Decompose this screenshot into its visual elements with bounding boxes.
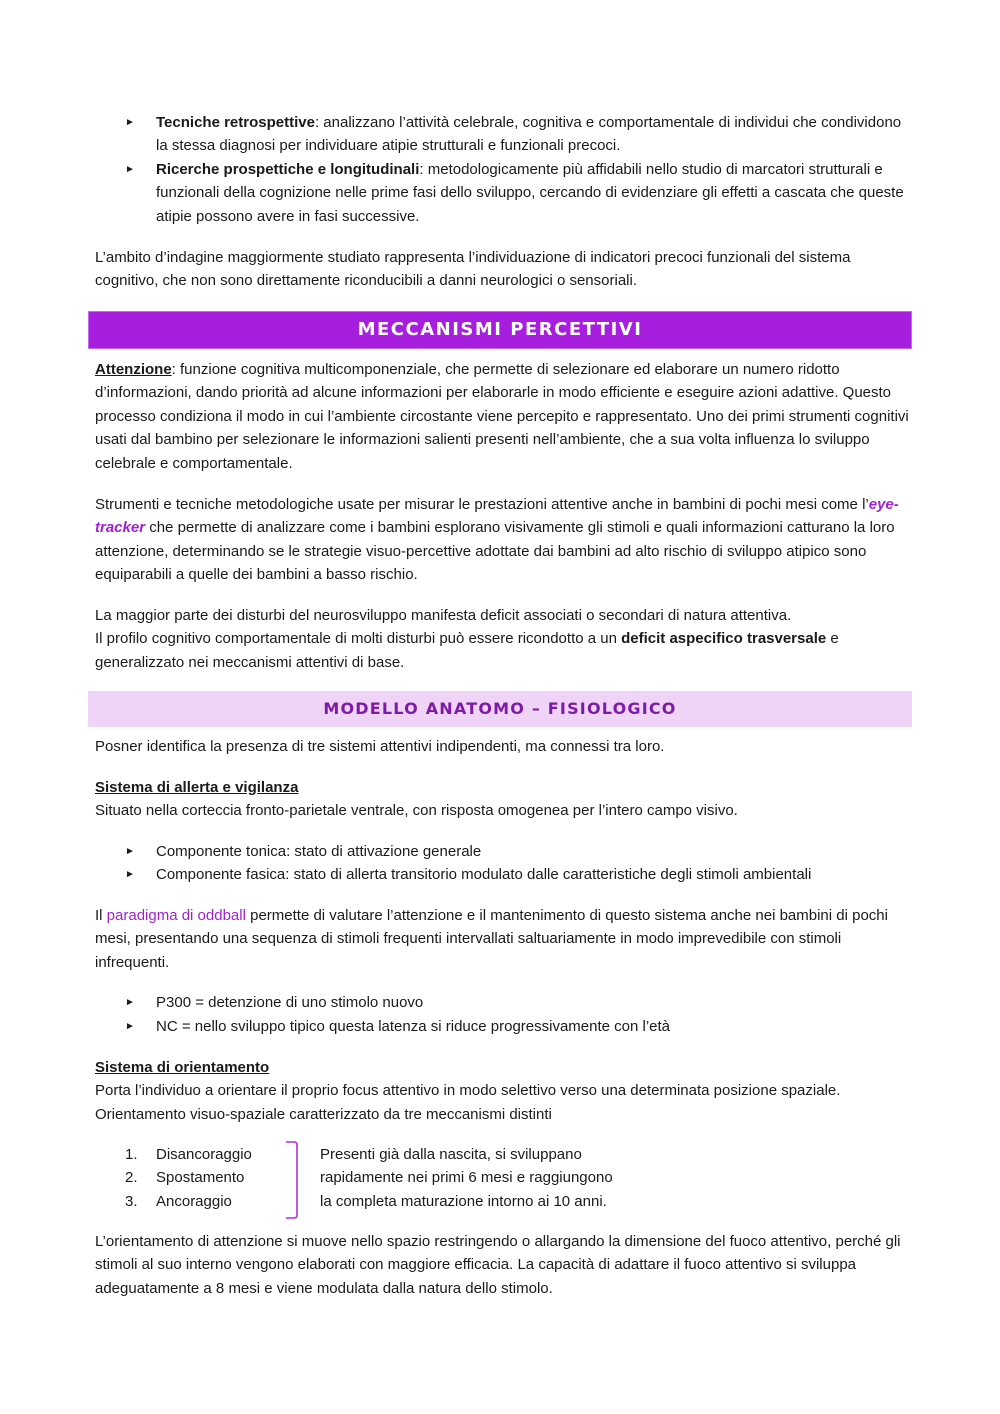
allerta-block (95, 776, 915, 823)
step-label: Ancoraggio (156, 1193, 232, 1210)
paragraph-text: permette di valutare l’attenzione e il mantenimento di questo sistema anche nei bambini di pochi mesi, presentando una sequenza di stimoli frequenti intervallati saltuariamente in modo imprevedibile con stimoli infrequenti. (95, 907, 888, 971)
bullet-text: NC = nello sviluppo tipico questa latenza si riduce progressivamente con l’età (156, 1018, 671, 1035)
list-item (125, 111, 915, 158)
triangle-bullet-icon: ► (125, 846, 135, 857)
posner-paragraph: Posner identifica la presenza di tre sistemi attentivi indipendenti, ma connessi tra loro. (95, 738, 665, 755)
bullet-text: Componente tonica: stato di attivazione generale (156, 843, 482, 860)
paragraph-text: e generalizzato nei meccanismi attentivi di base. (95, 630, 839, 671)
list-item (125, 158, 915, 228)
oddball-term: paradigma di oddball (106, 907, 246, 924)
step-label: Disancoraggio (156, 1146, 252, 1163)
bullet-text: : analizzano l’attività celebrale, cognitiva e comportamentale di individui che condividono la stessa diagnosi per individuare atipie strutturali e funzionali precoci. (156, 114, 902, 155)
triangle-bullet-icon: ► (125, 164, 135, 175)
orientamento-block (95, 1056, 915, 1126)
step-label: Spostamento (156, 1169, 245, 1186)
oddball-paragraph (95, 904, 915, 974)
paragraph-text: Il profilo cognitivo comportamentale di molti disturbi può essere ricondotto a un (95, 630, 622, 648)
step-number: 1. (125, 1146, 138, 1163)
triangle-bullet-icon: ► (125, 869, 135, 880)
bullet-text: : metodologicamente più affidabili nello studio di marcatori strutturali e funzionali della cognizione nelle prime fasi dello sviluppo, cercando di evidenziare gli effetti a cascata che queste atipie possono avere in fasi successive. (156, 161, 904, 225)
note-line: la completa maturazione intorno ai 10 anni. (320, 1192, 607, 1210)
paragraph-text: Porta l’individuo a orientare il proprio focus attentivo in modo selettivo verso una determinata posizione spaziale. (95, 1082, 841, 1100)
list-item (125, 1015, 915, 1038)
final-paragraph: L’orientamento di attenzione si muove nello spazio restringendo o allargando la dimensione del fuoco attentivo, perché gli stimoli al suo interno vengono elaborati con maggiore efficacia. La capacità di adattare il fuoco attentivo si sviluppa adeguatamente a 8 mesi e viene modulata dalla natura dello stimolo. (95, 1233, 901, 1297)
bullet-term: Tecniche retrospettive (156, 114, 315, 131)
list-item (125, 1143, 305, 1166)
intro-paragraph: L’ambito d’indagine maggiormente studiato rappresenta l’individuazione di indicatori precoci funzionali del sistema cognitivo, che non sono direttamente riconducibili a danni neurologici o sensoriali. (95, 249, 851, 290)
list-item (125, 1190, 305, 1213)
paragraph-text: Il (95, 907, 107, 924)
paragraph-text: che permette di analizzare come i bambini esplorano visivamente gli stimoli e quali informazioni catturano la loro attenzione, determinando se le strategie visuo-percettive adottate dai bambini ad alto rischio di sviluppo atipico sono equiparabili a quelle dei bambini a basso rischio. (95, 519, 895, 584)
deficit-term: deficit aspecifico trasversale (621, 630, 827, 648)
disorders-paragraph (95, 604, 915, 674)
attention-term: Attenzione (95, 361, 172, 378)
list-item (125, 991, 915, 1014)
attention-paragraph (95, 358, 915, 475)
eye-tracker-paragraph (95, 493, 915, 587)
step-number: 2. (125, 1169, 138, 1186)
paragraph-text: La maggior parte dei disturbi del neurosviluppo manifesta deficit associati o secondari di natura attentiva. (95, 607, 792, 624)
list-item (125, 840, 915, 863)
section-heading-percettivi: MECCANISMI PERCETTIVI (88, 311, 912, 349)
note-line: rapidamente nei primi 6 mesi e raggiungono (320, 1169, 613, 1187)
steps-note (320, 1143, 680, 1213)
eye-tracker-term: eye-tracker (95, 496, 899, 537)
paragraph-text: Orientamento visuo-spaziale caratterizzato da tre meccanismi distinti (95, 1105, 552, 1123)
sys1-title: Sistema di allerta e vigilanza (95, 779, 299, 796)
triangle-bullet-icon: ► (125, 117, 135, 128)
bullet-text: P300 = detenzione di uno stimolo nuovo (156, 994, 424, 1011)
bullet-term: Ricerche prospettiche e longitudinali (156, 161, 420, 178)
section-heading-anatomo: MODELLO ANATOMO – FISIOLOGICO (88, 691, 912, 727)
triangle-bullet-icon: ► (125, 1021, 135, 1032)
list-item (125, 863, 915, 886)
triangle-bullet-icon: ► (125, 997, 135, 1008)
step-number: 3. (125, 1193, 138, 1210)
attention-text: : funzione cognitiva multicomponenziale, che permette di selezionare ed elaborare un numero ridotto d’informazioni, dando priorità ad alcune informazioni per elaborarle in modo efficiente e eseguire azioni adattive. Questo processo condiziona il modo in cui l’ambiente circostante viene percepito e rappresentato. Uno dei primi strumenti cognitivi usati dal bambino per selezionare le informazioni salienti presenti nell’ambiente, che a sua volta influenza lo sviluppo celebrale e comportamentale. (95, 361, 909, 472)
right-bracket-icon (284, 1141, 300, 1219)
list-item (125, 1166, 305, 1189)
note-line: Presenti già dalla nascita, si sviluppano (320, 1146, 582, 1163)
paragraph-text: Strumenti e tecniche metodologiche usate per misurar le prestazioni attentive anche in bambini di pochi mesi come l’ (95, 496, 869, 513)
sys2-title: Sistema di orientamento (95, 1059, 270, 1076)
bullet-text: Componente fasica: stato di allerta transitorio modulato dalle caratteristiche degli stimoli ambientali (156, 866, 812, 883)
sys1-text: Situato nella corteccia fronto-parietale ventrale, con risposta omogenea per l’intero campo visivo. (95, 802, 738, 820)
